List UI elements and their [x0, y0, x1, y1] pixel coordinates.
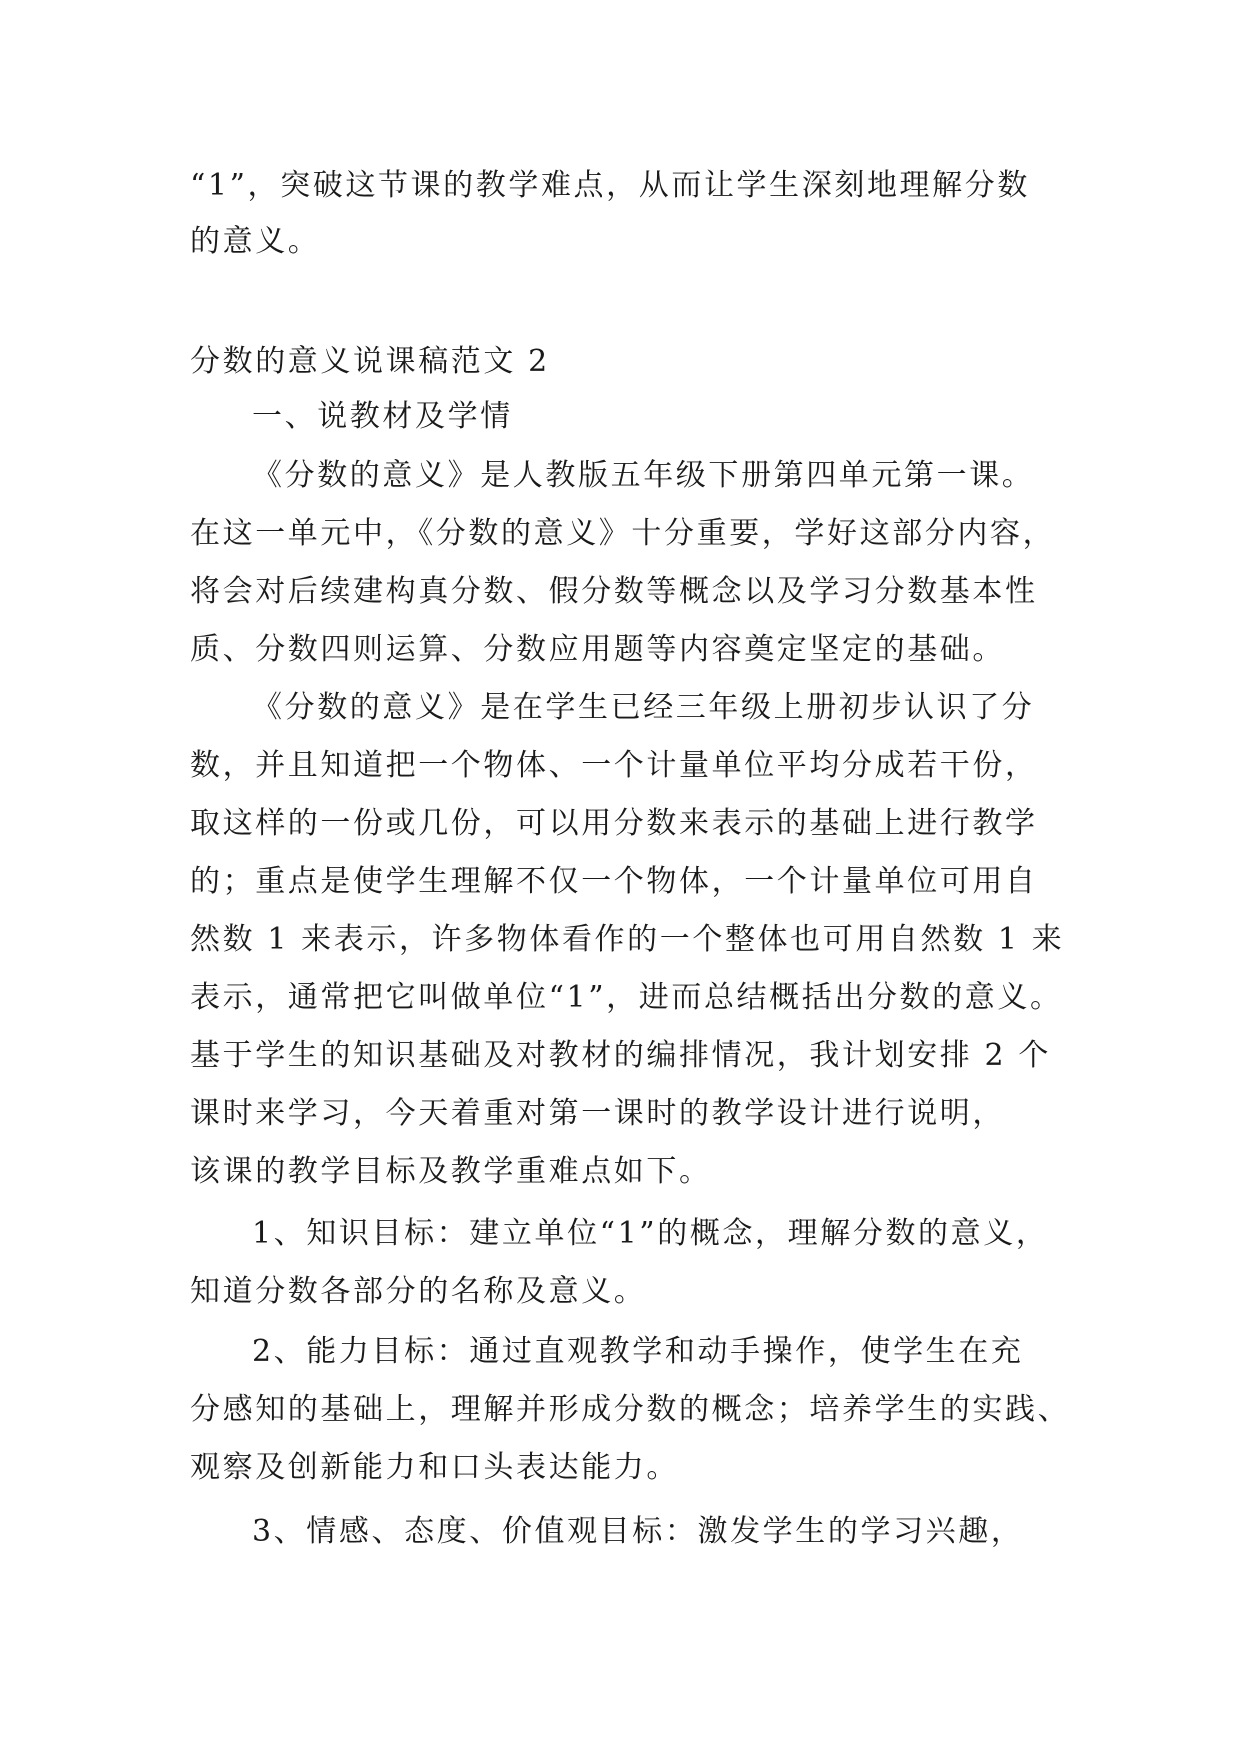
- paragraph-line: 《分数的意义》是在学生已经三年级上册初步认识了分: [252, 690, 1035, 725]
- paragraph-line: 将会对后续建构真分数、假分数等概念以及学习分数基本性: [190, 574, 1038, 609]
- paragraph-line: 该课的教学目标及教学重难点如下。: [190, 1154, 712, 1189]
- paragraph-line: 2、能力目标：通过直观教学和动手操作，使学生在充: [252, 1334, 1024, 1369]
- section-title: 分数的意义说课稿范文 2: [190, 344, 550, 379]
- text-line: 的意义。: [190, 224, 321, 259]
- paragraph-line: 分感知的基础上，理解并形成分数的概念；培养学生的实践、: [190, 1392, 1071, 1427]
- paragraph-line: 1、知识目标：建立单位“1”的概念，理解分数的意义，: [252, 1216, 1049, 1251]
- paragraph-line: 数，并且知道把一个物体、一个计量单位平均分成若干份，: [190, 748, 1038, 783]
- paragraph-line: 3、情感、态度、价值观目标：激发学生的学习兴趣，: [252, 1514, 1024, 1549]
- section-heading: 一、说教材及学情: [252, 399, 513, 434]
- paragraph-line: 的；重点是使学生理解不仅一个物体，一个计量单位可用自: [190, 864, 1038, 899]
- paragraph-line: 取这样的一份或几份，可以用分数来表示的基础上进行教学: [190, 806, 1038, 841]
- text-line: “1”，突破这节课的教学难点，从而让学生深刻地理解分数: [190, 168, 1030, 203]
- paragraph-line: 质、分数四则运算、分数应用题等内容奠定坚定的基础。: [190, 632, 1005, 667]
- paragraph-line: 在这一单元中，《分数的意义》十分重要，学好这部分内容，: [190, 516, 1056, 551]
- paragraph-line: 课时来学习，今天着重对第一课时的教学设计进行说明，: [190, 1096, 1005, 1131]
- paragraph-line: 知道分数各部分的名称及意义。: [190, 1274, 647, 1309]
- paragraph-line: 然数 1 来表示，许多物体看作的一个整体也可用自然数 1 来: [190, 922, 1065, 957]
- paragraph-line: 表示，通常把它叫做单位“1”，进而总结概括出分数的意义。: [190, 980, 1063, 1015]
- paragraph-line: 基于学生的知识基础及对教材的编排情况，我计划安排 2 个: [190, 1038, 1051, 1073]
- paragraph-line: 观察及创新能力和口头表达能力。: [190, 1450, 679, 1485]
- paragraph-line: 《分数的意义》是人教版五年级下册第四单元第一课。: [252, 458, 1035, 493]
